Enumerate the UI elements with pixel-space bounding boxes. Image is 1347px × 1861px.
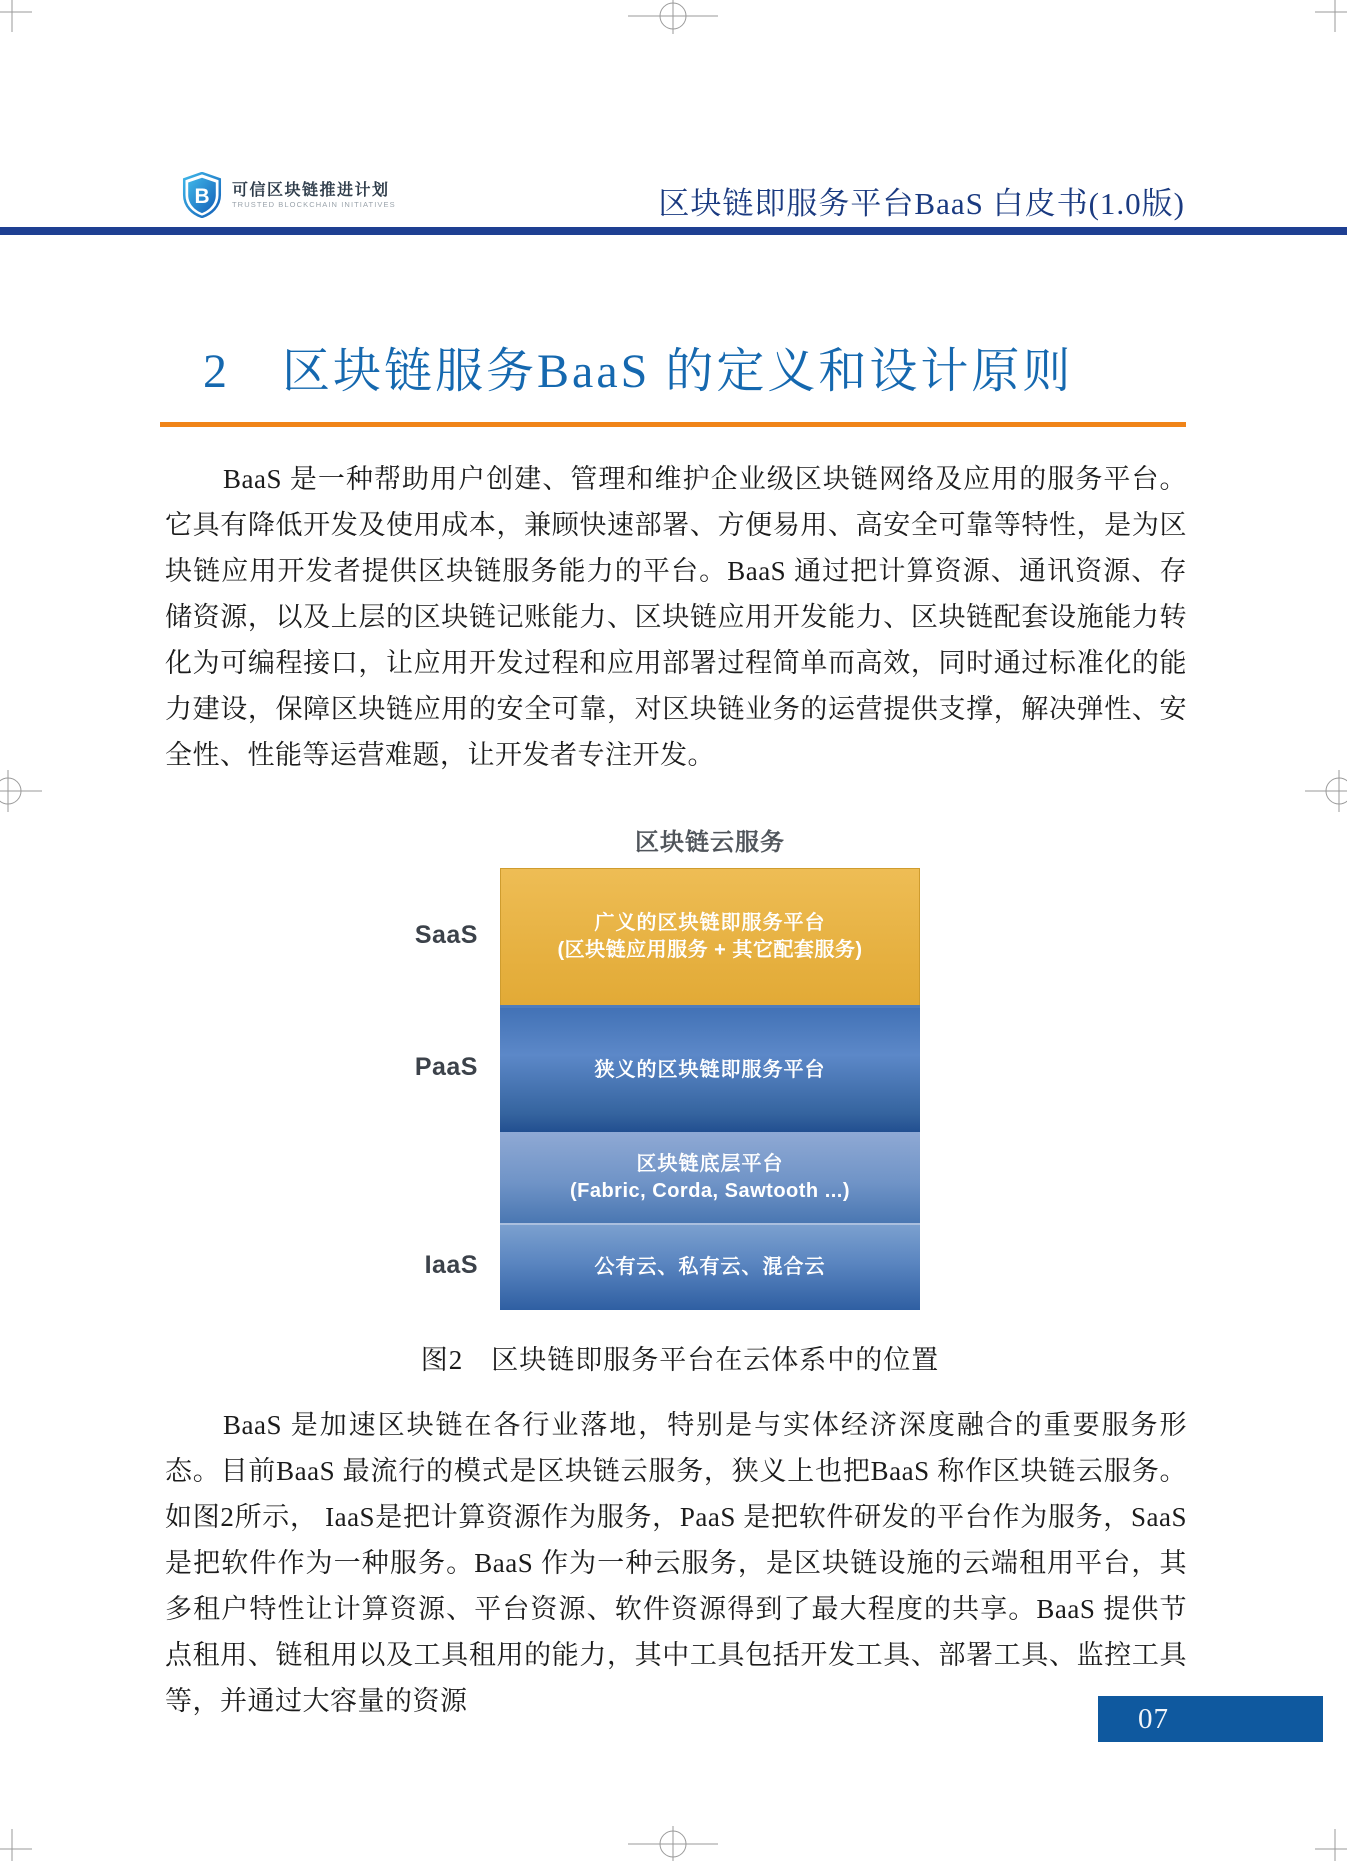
layer-saas-line1: 广义的区块链即服务平台 [594, 912, 826, 934]
section-number: 2 [203, 345, 230, 398]
section-heading [203, 332, 1073, 401]
layer-label-iaas: IaaS [424, 1251, 478, 1279]
header-divider [0, 227, 1347, 235]
layer-label-paas: PaaS [414, 1053, 478, 1081]
page-number-badge: 07 [1098, 1696, 1323, 1742]
svg-text:B: B [194, 184, 210, 208]
crop-mark-top-left [0, 0, 36, 36]
heading-underline [160, 422, 1186, 427]
registration-mark-left-middle [0, 760, 42, 822]
figure-layer-base-platform [500, 1132, 920, 1223]
logo-name-en: TRUSTED BLOCKCHAIN INITIATIVES [232, 199, 396, 209]
logo-shield-icon [181, 172, 223, 218]
crop-mark-top-right [1311, 0, 1347, 36]
registration-mark-right-middle [1305, 760, 1347, 822]
crop-mark-bottom-left [0, 1825, 36, 1861]
logo-name-cn: 可信区块链推进计划 [232, 181, 390, 199]
figure-layer-iaas [500, 1223, 920, 1310]
registration-mark-bottom-center [628, 1820, 718, 1861]
figure-caption: 图2 区块链即服务平台在云体系中的位置 [420, 1345, 940, 1375]
layer-base-line1: 区块链底层平台 [636, 1152, 784, 1175]
figure-layer-saas [500, 868, 920, 1005]
layer-base-line2: (Fabric, Corda, Sawtooth ...) [569, 1179, 851, 1202]
body-paragraph-1: BaaS 是一种帮助用户创建、管理和维护企业级区块链网络及应用的服务平台。它具有降低开发及使用成本，兼顾快速部署、方便易用、高安全可靠等特性，是为区块链应用开发者提供区块链服务能力的平台。BaaS 通过把计算资源、通讯资源、存储资源，以及上层的区块链记账能力、区块链应用开发能力、区块链配套设施能力转化为可编程接口，让应用开发过程和应用部署过程简单而高效，同时通过标准化的能力建设，保障区块链应用的安全可靠，对区块链业务的运营提供支撑，解决弹性、安全性、性能等运营难题，让开发者专注开发。 [165, 464, 1187, 770]
figure-layer-stack [500, 868, 920, 1310]
body-paragraph-2: BaaS 是加速区块链在各行业落地，特别是与实体经济深度融合的重要服务形态。目前BaaS 最流行的模式是区块链云服务，狭义上也把BaaS 称作区块链云服务。如图2所示， IaaS是把计算资源作为服务，PaaS 是把软件研发的平台作为服务，SaaS 是把软件作为一种服务。BaaS 作为一种云服务，是区块链设施的云端租用平台，其多租户特性让计算资源、平台资源、软件资源得到了最大程度的共享。BaaS 提供节点租用、链租用以及工具租用的能力，其中工具包括开发工具、部署工具、监控工具等，并通过大容量的资源 [165, 1410, 1187, 1716]
layer-iaas-line1: 公有云、私有云、混合云 [594, 1256, 826, 1278]
figure-layer-paas [500, 1005, 920, 1132]
layer-paas-line1: 狭义的区块链即服务平台 [594, 1058, 826, 1081]
layer-label-saas: SaaS [414, 921, 478, 949]
layer-saas-line2: (区块链应用服务 + 其它配套服务) [557, 939, 863, 961]
document-title: 区块链即服务平台BaaS 白皮书(1.0版) [658, 186, 1185, 221]
figure-title: 区块链云服务 [635, 829, 785, 856]
logo [181, 172, 396, 218]
crop-mark-bottom-right [1311, 1825, 1347, 1861]
registration-mark-top-center [628, 0, 718, 36]
section-title: 区块链服务BaaS 的定义和设计原则 [282, 345, 1074, 398]
